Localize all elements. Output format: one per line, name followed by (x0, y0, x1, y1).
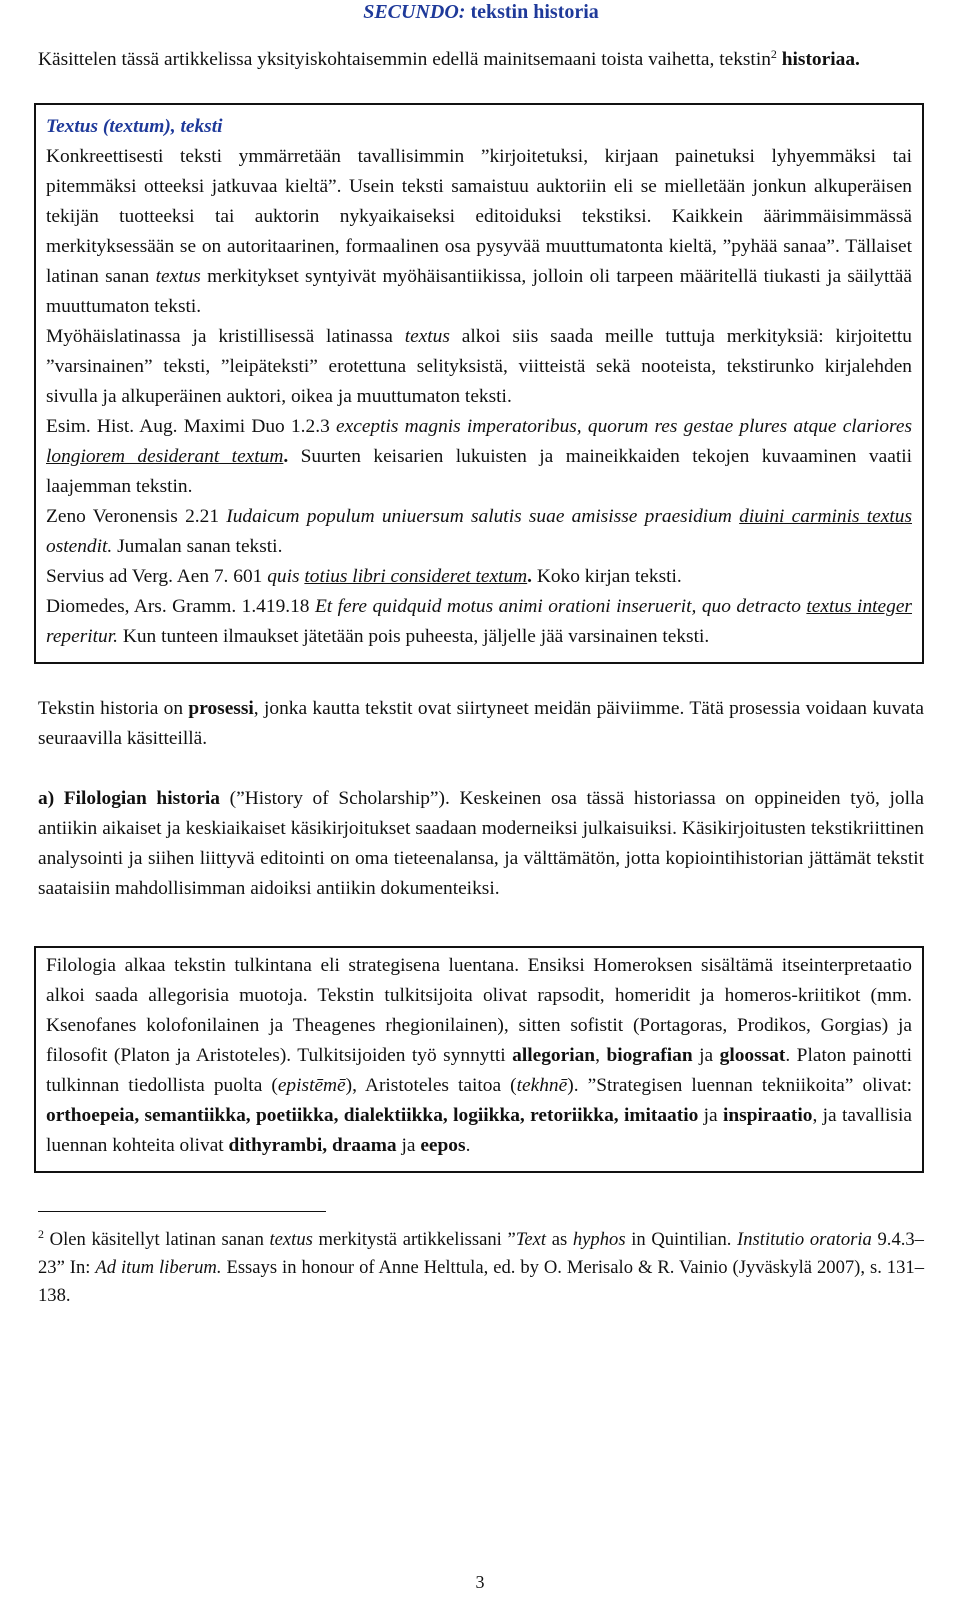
textus-definition-box (34, 103, 924, 664)
example-servius: Servius ad Verg. Aen 7. 601 quis totius libri consideret textum. Koko kirjan teksti. (46, 566, 682, 587)
footnote: $^2$ Olen käsitellyt latinan sanan textus merkitystä artikkelissani ”Text as hyphos in Quintilian. Institutio oratoria 9.4.3–23” In: Ad itum liberum. Essays in honour of Anne Helttula, ed. by O. Merisalo & R. Vainio (Jyväskylä 2007), s. 131–138. (38, 1227, 924, 1306)
footnote-number: 2 (38, 1227, 44, 1241)
example-hist-aug: Esim. Hist. Aug. Maximi Duo 1.2.3 exceptis magnis imperatoribus, quorum res gestae plures atque clariores longiorem desiderant textum. Suurten keisarien lukuisten ja maineikkaiden tekojen kuvaaminen vaatii laajemman tekstin. (46, 416, 912, 497)
heading-lead: SECUNDO: (363, 1, 466, 23)
process-paragraph: Tekstin historia on prosessi, jonka kautta tekstit ovat siirtyneet meidän päiviimme. Tätä prosessia voidaan kuvata seuraavilla käsitteillä. (38, 698, 925, 749)
page-heading (38, 0, 924, 31)
filologia-box (34, 946, 924, 1173)
heading-rest: tekstin historia (465, 1, 599, 23)
definition-paragraph: Konkreettisesti teksti ymmärretään tavallisimmin ”kirjoitetuksi, kirjaan painetuksi lyhyemmäksi tai pitemmäksi otteeksi jatkuvaa kieltä”. Usein teksti samaistuu auktoriin eli se mielletään jonkun alkuperäisen tekijän tuotteeksi tai auktorin nykyaikaiseksi editoiduksi tekstiksi. Kaikkein äärimmäisimmässä merkityksessään se on autoritaarinen, formaalinen osa pysyvää muuttumatonta kieltä, ”pyhää sanaa”. Tällaiset latinan sanan textus merkitykset syntyivät myöhäisantiikissa, jolloin oli tarpeen määritellä tiukasti ja säilyttää muuttumaton teksti. (46, 146, 912, 317)
intro-paragraph: Käsittelen tässä artikkelissa yksityiskohtaisemmin edellä mainitsemaani toista vaihetta, tekstin$^2$ historiaa. (38, 47, 860, 70)
footnote-divider (38, 1211, 326, 1212)
page-number: 3 (475, 1572, 485, 1592)
footnote-ref[interactable]: 2 (770, 47, 777, 61)
example-diomedes: Diomedes, Ars. Gramm. 1.419.18 Et fere quidquid motus animi orationi inseruerit, quo detracto textus integer reperitur. Kun tunteen ilmaukset jätetään pois puheesta, jäljelle jää varsinainen teksti. (46, 596, 912, 647)
filologia-box-text: Filologia alkaa tekstin tulkintana eli strategisena luentana. Ensiksi Homeroksen sisältämä itseinterpretaatio alkoi saada allegorisia muotoja. Tekstin tulkitsijoita olivat rapsodit, homeridit ja homeros-kriitikot (mm. Ksenofanes kolofonilainen ja Theagenes rhegionilainen), sitten sofistit (Portagoras, Prodikos, Gorgias) ja filosofit (Platon ja Aristoteles). Tulkitsijoiden työ synnytti allegorian, biografian ja gloossat. Platon painotti tulkinnan tiedollista puolta (epistēmē), Aristoteles taitoa (tekhnē). ”Strategisen luennan tekniikoita” olivat: orthoepeia, semantiikka, poetiikka, dialektiikka, logiikka, retoriikka, imitaatio ja inspiraatio, ja tavallisia luennan kohteita olivat dithyrambi, draama ja eepos. (46, 955, 912, 1156)
example-zeno: Zeno Veronensis 2.21 Iudaicum populum uniuersum salutis suae amisisse praesidium diuini carminis textus ostendit. Jumalan sanan teksti. (46, 506, 912, 557)
late-latin-paragraph: Myöhäislatinassa ja kristillisessä latinassa textus alkoi siis saada meille tuttuja merkityksiä: kirjoitettu ”varsinainen” teksti, ”leipäteksti” erotettuna selityksistä, viitteistä sekä nooteista, tekstirunko kirjalehden sivulla ja alkuperäinen auktori, oikea ja muuttumaton teksti. (46, 326, 912, 407)
filologia-paragraph: a) Filologian historia (”History of Scholarship”). Keskeinen osa tässä historiassa on oppineiden työ, jolla antiikin aikaiset ja keskiaikaiset käsikirjoitukset saadaan moderneiksi julkaisuiksi. Käsikirjoitusten tekstikriittinen analysointi ja siihen liittyvä editointi on oma tieteenalansa, ja välttämätön, jotta kopiointihistorian jättämät tekstit saataisiin mahdollisimman aidoiksi antiikin dokumenteiksi. (38, 788, 924, 899)
box-title: Textus (textum), teksti (46, 116, 223, 137)
filologia-label: a) Filologian historia (38, 788, 220, 809)
